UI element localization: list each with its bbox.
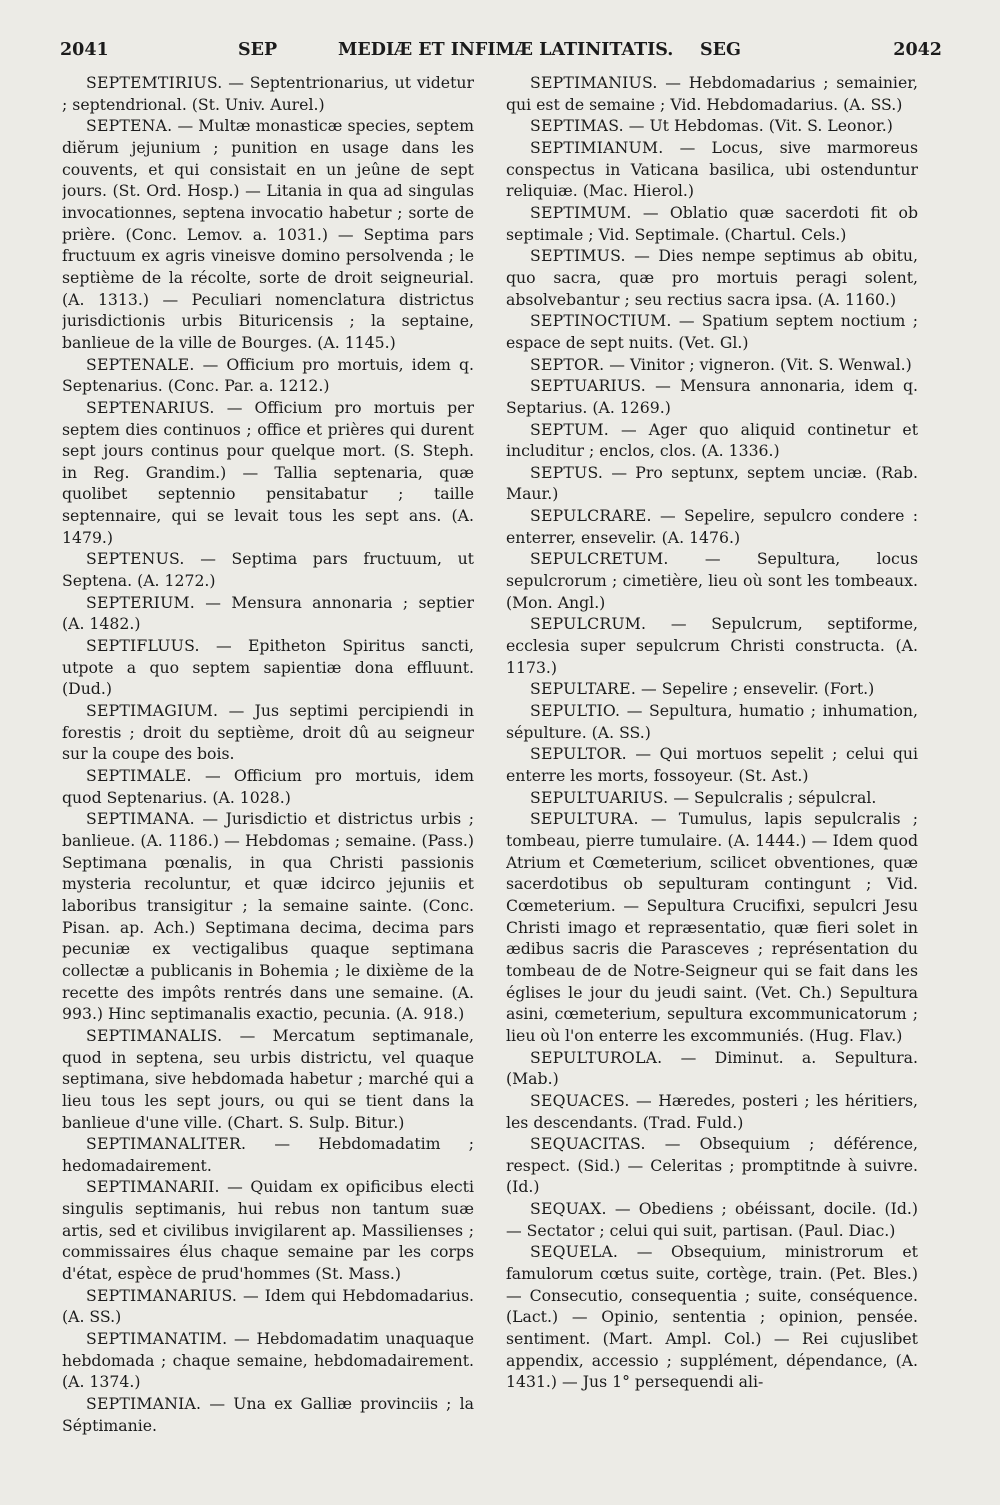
entry-definition: — Ager quo aliquid continetur et includitur ; enclos, clos. (A. 1336.) — [506, 419, 918, 461]
entry-headword: SEPULTARE. — [530, 679, 637, 699]
dictionary-entry — [62, 1328, 474, 1393]
entry-headword: SEPULCRARE. — [530, 506, 652, 526]
entry-definition: — Pro septunx, septem unciæ. (Rab. Maur.) — [506, 462, 918, 504]
dictionary-entry — [62, 635, 474, 700]
dictionary-entry — [62, 592, 474, 635]
entry-definition: — Sepultura, locus sepulcrorum ; cimetière, lieu où sont les tombeaux. (Mon. Angl.) — [506, 549, 918, 612]
entry-headword: SEPTIMANALIS. — [86, 1025, 223, 1045]
entry-definition: — Mensura annonaria ; septier (A. 1482.) — [62, 592, 474, 634]
entry-headword: SEPTIMANIA. — [86, 1394, 202, 1414]
dictionary-entry — [506, 1198, 918, 1241]
entry-headword: SEPTENUS. — [86, 549, 185, 569]
entry-headword: SEPTUS. — [530, 462, 604, 482]
entry-definition: — Sepulcralis ; sépulcral. — [668, 787, 877, 807]
entry-definition: — Tumulus, lapis sepulcralis ; tombeau, pierre tumulaire. (A. 1444.) — Idem quod Atrium et Cœmeterium, scilicet obventiones, quæ sacerdotibus ob sepulturam contingunt ; Vid. Cœmeterium. — Sepultura Crucifixi, sepulcri Jesu Christi imago et repræsentatio, quæ fieri solet in ædibus sacris die Parasceves ; représentation du tombeau de de Notre-Seigneur qui se fait dans les églises le jour du jeudi saint. (Vet. Ch.) Sepultura asini, cœmeterium, sepultura excommunicatorum ; lieu où l'on enterre les excommuniés. (Hug. Flav.) — [506, 809, 918, 1045]
entry-definition: — Mensura annonaria, idem q. Septarius. (A. 1269.) — [506, 376, 918, 417]
dictionary-entry — [62, 1285, 474, 1328]
dictionary-entry — [62, 700, 474, 765]
entry-definition: — Oblatio quæ sacerdoti fit ob septimale ; Vid. Septimale. (Chartul. Cels.) — [506, 202, 918, 244]
entry-definition: — Diminut. a. Sepultura. (Mab.) — [506, 1047, 918, 1089]
entry-definition: — Sepultura, humatio ; inhumation, sépulture. (A. SS.) — [506, 701, 918, 742]
entry-headword: SEQUACES. — [530, 1090, 630, 1110]
entry-headword: SEPTOR. — [530, 354, 605, 374]
dictionary-entry — [506, 1090, 918, 1133]
entry-definition: — Obediens ; obéissant, docile. (Id.) — Sectator ; celui qui suit, partisan. (Paul. Diac.) — [506, 1199, 918, 1240]
entry-headword: SEQUACITAS. — [530, 1134, 646, 1154]
dictionary-entry — [506, 375, 918, 418]
dictionary-entry — [62, 72, 474, 115]
entry-headword: SEQUELA. — [530, 1242, 619, 1262]
dictionary-entry — [506, 808, 918, 1046]
dictionary-entry — [506, 700, 918, 743]
entry-definition: — Hebdomadatim ; hedomadairement. — [62, 1134, 474, 1175]
entry-definition: — Quidam ex opificibus electi singulis septimanis, hui rebus non tantum suæ artis, sed et civilibus invigilarent ap. Massilienses ; commissaires élus chaque semaine par les corps d'état, espèce de prud'hommes (St. Mass.) — [62, 1177, 474, 1284]
guide-word-left: SEP — [238, 40, 278, 60]
right-column — [506, 72, 918, 1482]
entry-definition: — Ut Hebdomas. (Vit. S. Leonor.) — [623, 116, 893, 136]
entry-definition: — Jurisdictio et districtus urbis ; banlieue. (A. 1186.) — Hebdomas ; semaine. (Pass.) Septimana pœnalis, in qua Christi passionis mysteria recoluntur, et quæ idcirco jejuniis et laboribus transigitur ; la semaine sainte. (Conc. Pisan. ap. Ach.) Septimana decima, decima pars pecuniæ ex vectigalibus quaque septimana collectæ a publicanis in Bohemia ; le dixième de la recette des impôts rentrés dans une semaine. (A. 993.) Hinc septimanalis exactio, pecunia. (A. 918.) — [62, 809, 474, 1024]
entry-headword: SEQUAX. — [530, 1199, 607, 1219]
dictionary-entry — [62, 548, 474, 591]
entry-definition: — Idem qui Hebdomadarius. (A. SS.) — [62, 1285, 474, 1327]
entry-headword: SEPTENA. — [86, 116, 173, 136]
entry-headword: SEPTENALE. — [86, 354, 195, 374]
entry-headword: SEPTIMUM. — [530, 202, 632, 222]
dictionary-entry — [62, 808, 474, 1025]
entry-headword: SEPTERIUM. — [86, 592, 195, 612]
entry-headword: SEPULCRETUM. — [530, 549, 669, 569]
dictionary-entry — [506, 72, 918, 115]
dictionary-entry — [62, 354, 474, 397]
entry-definition: — Sepelire, sepulcro condere : enterrer, ensevelir. (A. 1476.) — [506, 506, 918, 547]
running-title: MEDIÆ ET INFIMÆ LATINITATIS. — [338, 40, 674, 60]
dictionary-entry — [506, 548, 918, 613]
entry-definition: — Obsequium, ministrorum et famulorum cœtus suite, cortège, train. (Pet. Bles.) — Consecutio, consequentia ; suite, conséquence. (Lact.) — Opinio, sententia ; opinion, pensée. sentiment. (Mart. Ampl. Col.) — Rei cujuslibet appendix, accessio ; supplément, dépendance, (A. 1431.) — Jus 1° persequendi ali- — [506, 1242, 918, 1392]
dictionary-entry — [506, 613, 918, 678]
dictionary-entry — [62, 1025, 474, 1133]
entry-definition: — Officium pro mortuis per septem dies continuos ; office et prières qui durent sept jours continus pour quelque mort. (S. Steph. in Reg. Grandim.) — Tallia septenaria, quæ quolibet septennio pensitabatur ; taille septennaire, qui se levait tous les sept ans. (A. 1479.) — [62, 397, 474, 547]
dictionary-entry — [506, 678, 918, 700]
dictionary-entry — [506, 462, 918, 505]
dictionary-entry — [506, 115, 918, 137]
dictionary-entry — [62, 397, 474, 549]
dictionary-entry — [506, 419, 918, 462]
dictionary-entry — [506, 1241, 918, 1393]
dictionary-entry — [506, 137, 918, 202]
dictionary-entry — [506, 1133, 918, 1198]
entry-headword: SEPULTURA. — [530, 809, 639, 829]
dictionary-entry — [62, 1133, 474, 1176]
dictionary-entry — [62, 1393, 474, 1436]
dictionary-entry — [506, 787, 918, 809]
entry-headword: SEPTIMANARII. — [86, 1177, 220, 1197]
entry-headword: SEPTIMANALITER. — [86, 1134, 247, 1154]
entry-definition: — Sepulcrum, septiforme, ecclesia super sepulcrum Christi constructa. (A. 1173.) — [506, 614, 918, 677]
entry-headword: SEPTUARIUS. — [530, 376, 646, 396]
entry-headword: SEPTEMTIRIUS. — [86, 73, 223, 92]
entry-headword: SEPULTUROLA. — [530, 1047, 663, 1067]
entry-definition: — Hæredes, posteri ; les héritiers, les descendants. (Trad. Fuld.) — [506, 1090, 918, 1132]
dictionary-entry — [506, 743, 918, 786]
entry-headword: SEPTENARIUS. — [86, 397, 215, 417]
entry-definition: — Una ex Galliæ provinciis ; la Séptimanie. — [62, 1394, 474, 1435]
entry-headword: SEPULCRUM. — [530, 614, 647, 634]
entry-headword: SEPTIMAGIUM. — [86, 701, 219, 721]
entry-definition: — Officium pro mortuis, idem quod Septenarius. (A. 1028.) — [62, 766, 474, 807]
entry-definition: — Septentrionarius, ut videtur ; septendrional. (St. Univ. Aurel.) — [62, 73, 474, 114]
entry-definition: — Vinitor ; vigneron. (Vit. S. Wenwal.) — [604, 354, 912, 374]
entry-definition: — Jus septimi percipiendi in forestis ; droit du septième, droit dû au seigneur sur la coupe des bois. — [62, 701, 474, 764]
entry-definition: — Officium pro mortuis, idem q. Septenarius. (Conc. Par. a. 1212.) — [62, 354, 474, 396]
dictionary-entry — [62, 765, 474, 808]
entry-headword: SEPULTOR. — [530, 744, 627, 764]
entry-headword: SEPTUM. — [530, 419, 609, 439]
dictionary-entry — [62, 115, 474, 353]
entry-definition: — Hebdomadatim unaquaque hebdomada ; chaque semaine, hebdomadairement. (A. 1374.) — [62, 1329, 474, 1392]
entry-definition: — Spatium septem noctium ; espace de sept nuits. (Vet. Gl.) — [506, 311, 918, 352]
dictionary-entry — [506, 1047, 918, 1090]
left-column — [62, 72, 474, 1482]
entry-definition: — Sepelire ; ensevelir. (Fort.) — [636, 679, 875, 699]
entry-definition: — Dies nempe septimus ab obitu, quo sacra, quæ pro mortuis peragi solent, absolvebantur ; seu rectius sacra ipsa. (A. 1160.) — [506, 246, 918, 309]
dictionary-entry — [506, 310, 918, 353]
dictionary-entry — [62, 1176, 474, 1284]
entry-definition: — Mercatum septimanale, quod in septena, seu urbis districtu, vel quaque septimana, sive hebdomada habetur ; marché qui a lieu tous les sept jours, ou qui se tient dans la banlieue d'une ville. (Chart. S. Sulp. Bitur.) — [62, 1025, 474, 1132]
dictionary-entry — [506, 202, 918, 245]
entry-headword: SEPTIMANA. — [86, 809, 195, 829]
dictionary-entry — [506, 245, 918, 310]
entry-headword: SEPULTUARIUS. — [530, 787, 669, 807]
entry-definition: — Hebdomadarius ; semainier, qui est de semaine ; Vid. Hebdomadarius. (A. SS.) — [506, 73, 918, 114]
entry-headword: SEPTIFLUUS. — [86, 636, 200, 656]
entry-definition: — Septima pars fructuum, ut Septena. (A. 1272.) — [62, 549, 474, 591]
entry-headword: SEPTIMANARIUS. — [86, 1285, 238, 1305]
entry-headword: SEPULTIO. — [530, 701, 621, 721]
dictionary-entry — [506, 354, 918, 376]
entry-headword: SEPTIMANIUS. — [530, 73, 658, 92]
entry-headword: SEPTIMANATIM. — [86, 1329, 228, 1349]
entry-headword: SEPTIMUS. — [530, 246, 626, 266]
page-number-left: 2041 — [60, 40, 109, 60]
entry-definition: — Multæ monasticæ species, septem diĕrum jejunium ; punition en usage dans les couvents, et qui consistait en un jeûne de sept jours. (St. Ord. Hosp.) — Litania in qua ad singulas invocationnes, septena invocatio habetur ; sorte de prière. (Conc. Lemov. a. 1031.) — Septima pars fructuum ex agris vineisve domino persolvenda ; le septième de la récolte, sorte de droit seigneurial. (A. 1313.) — Peculiari nomenclatura districtus jurisdictionis urbis Bituricensis ; la septaine, banlieue de la ville de Bourges. (A. 1145.) — [62, 116, 474, 352]
guide-word-right: SEG — [700, 40, 741, 60]
entry-definition: — Qui mortuos sepelit ; celui qui enterre les morts, fossoyeur. (St. Ast.) — [506, 744, 918, 785]
entry-headword: SEPTIMAS. — [530, 116, 624, 136]
entry-headword: SEPTINOCTIUM. — [530, 311, 672, 331]
entry-definition: — Locus, sive marmoreus conspectus in Vaticana basilica, ubi ostenduntur reliquiæ. (Mac. Hierol.) — [506, 137, 918, 201]
entry-definition: — Epitheton Spiritus sancti, utpote a quo septem sapientiæ dona effluunt. (Dud.) — [62, 636, 474, 699]
entry-headword: SEPTIMALE. — [86, 766, 192, 785]
page-number-right: 2042 — [893, 40, 942, 60]
dictionary-entry — [506, 505, 918, 548]
entry-definition: — Obsequium ; déférence, respect. (Sid.) — Celeritas ; promptitnde à suivre. (Id.) — [506, 1134, 918, 1197]
entry-headword: SEPTIMIANUM. — [530, 137, 664, 157]
running-header — [60, 40, 942, 68]
